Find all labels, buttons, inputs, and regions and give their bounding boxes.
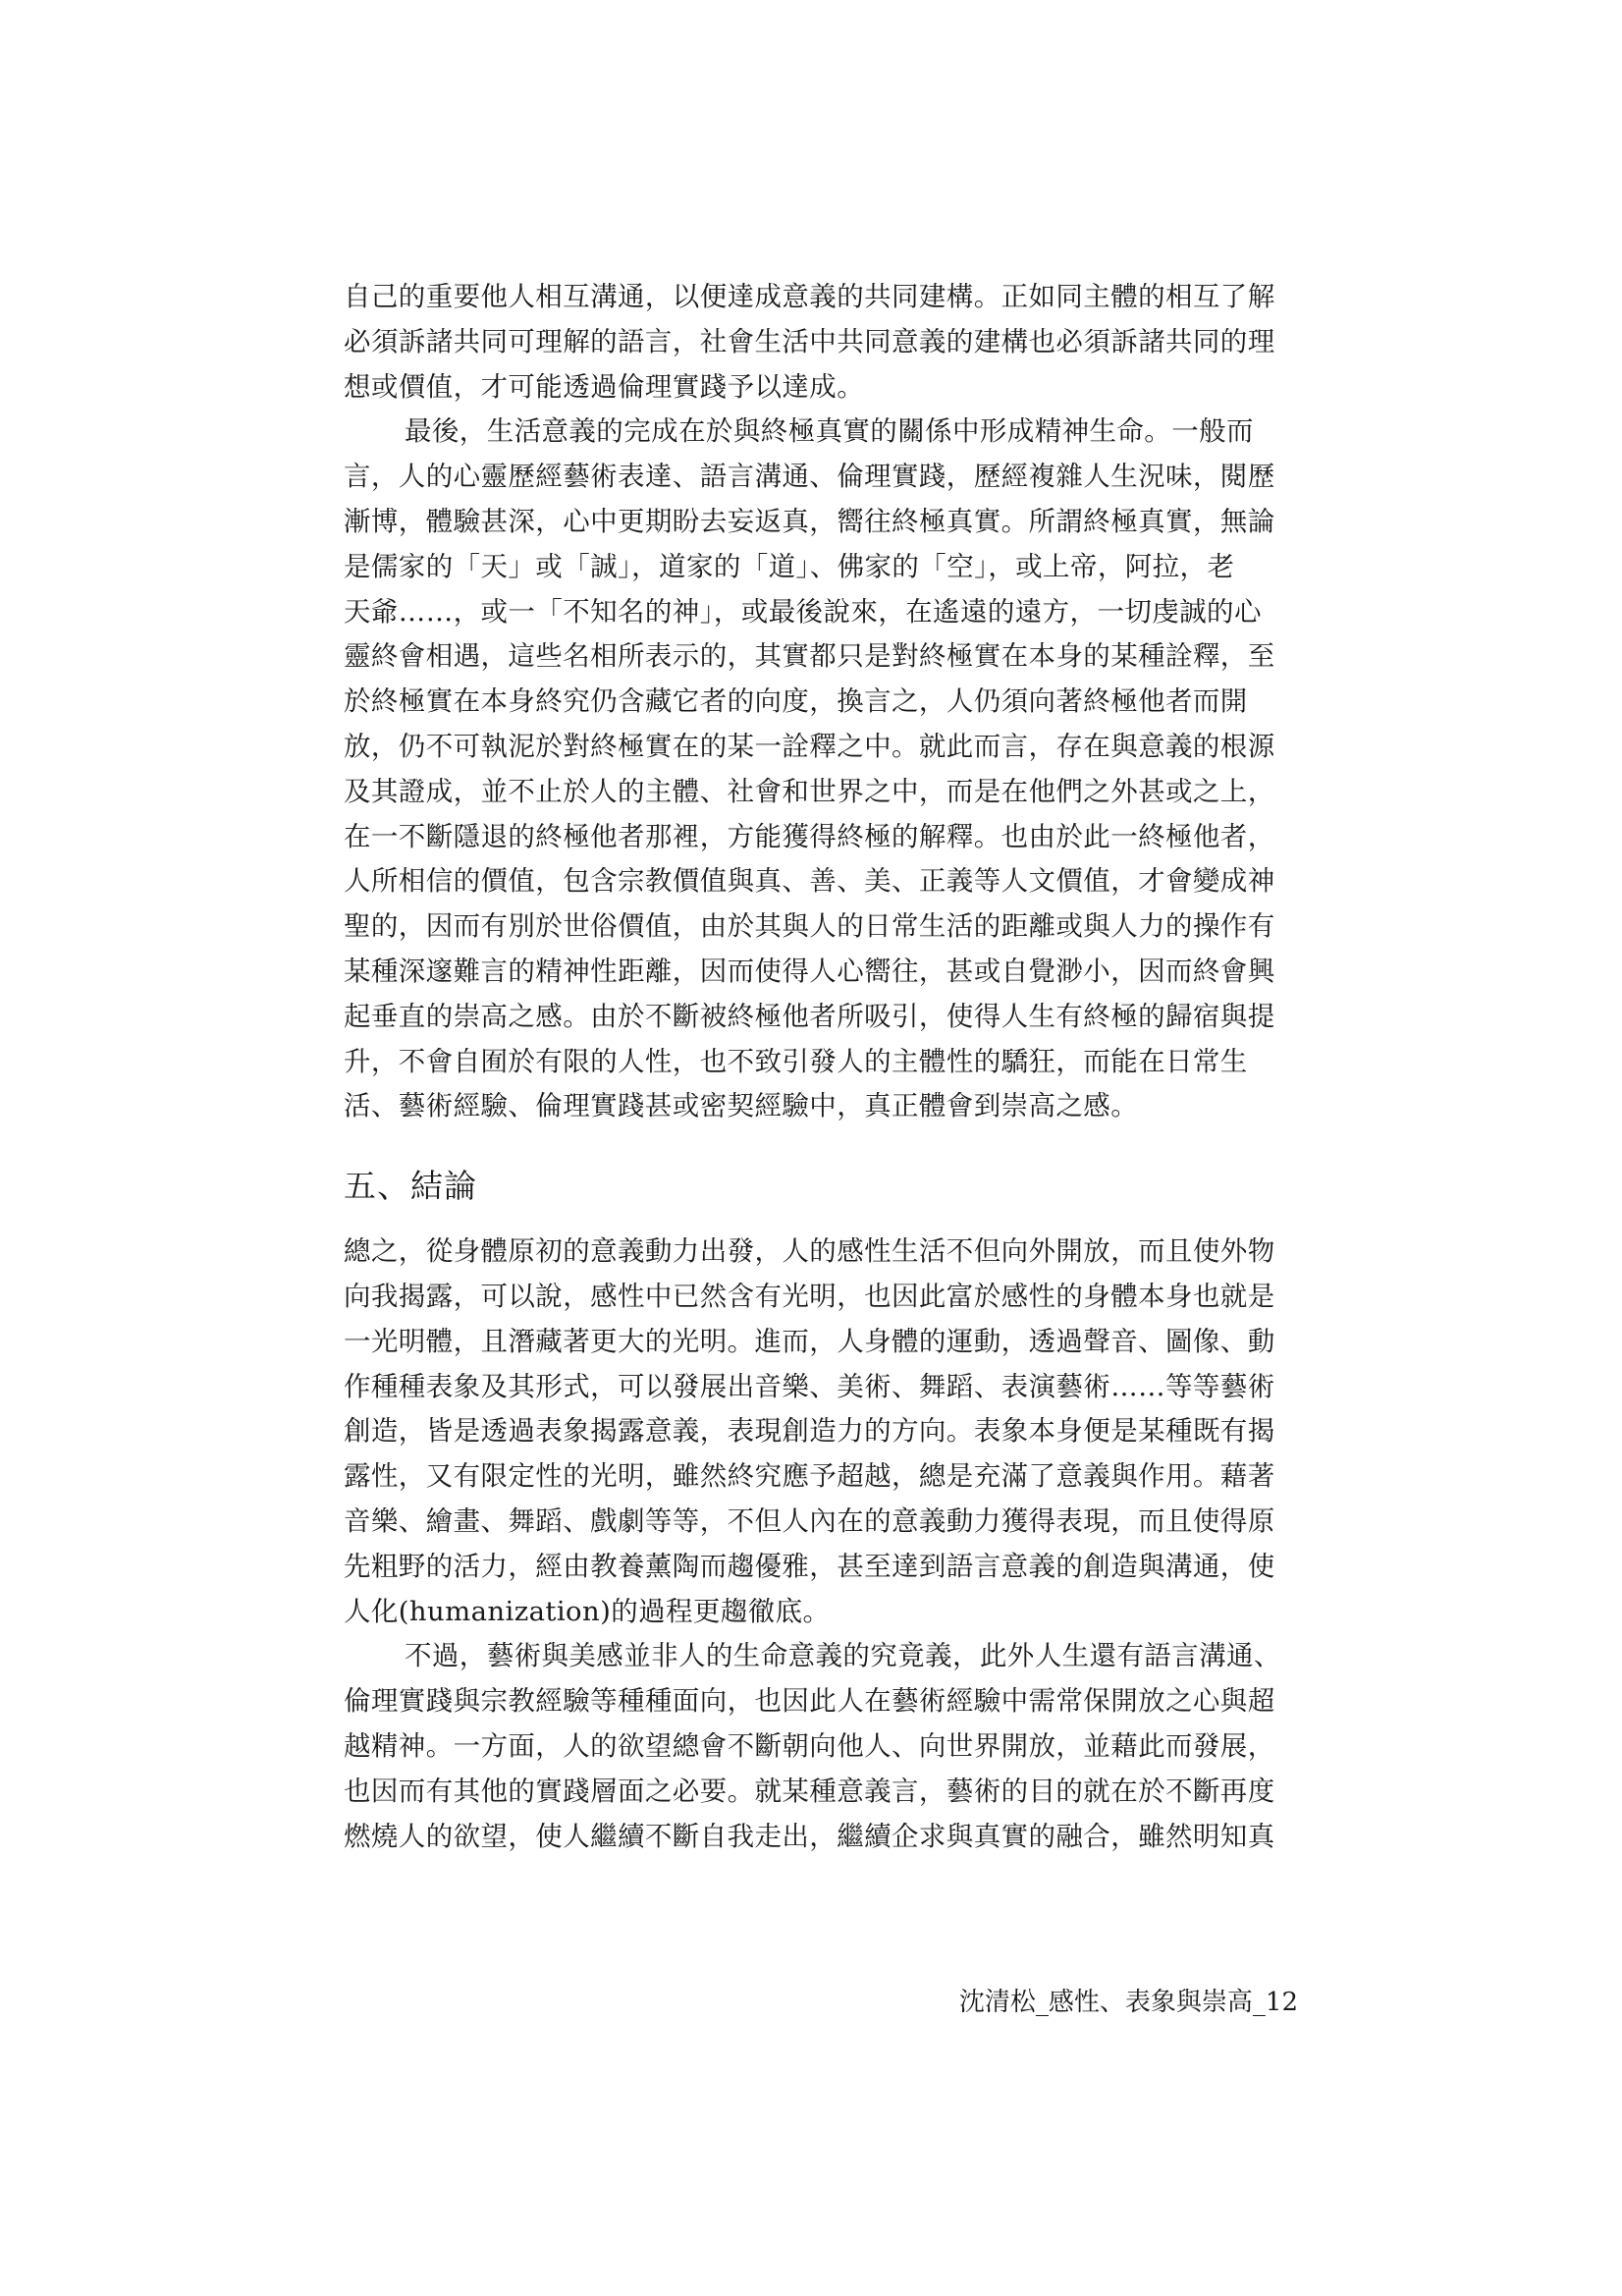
text-line: 在一不斷隱退的終極他者那裡，方能獲得終極的解釋。也由於此一終極他者，	[344, 820, 1275, 852]
text-line: 先粗野的活力，經由教養薰陶而趨優雅，甚至達到語言意義的創造與溝通，使	[344, 1550, 1275, 1582]
text-line: 升，不會自囿於有限的人性，也不致引發人的主體性的驕狂，而能在日常生	[344, 1045, 1248, 1077]
text-line: 音樂、繪畫、舞蹈、戲劇等等，不但人內在的意義動力獲得表現，而且使得原	[344, 1504, 1275, 1537]
text-line: 總之，從身體原初的意義動力出發，人的感性生活不但向外開放，而且使外物	[344, 1235, 1275, 1268]
text-line: 自己的重要他人相互溝通，以便達成意義的共同建構。正如同主體的相互了解	[344, 281, 1275, 312]
text-line: 漸博，體驗甚深，心中更期盼去妄返真，嚮往終極真實。所謂終極真實，無論	[344, 505, 1275, 537]
body-text	[344, 275, 1298, 1859]
text-line: 倫理實踐與宗教經驗等種種面向，也因此人在藝術經驗中需常保開放之心與超	[344, 1685, 1275, 1718]
text-line: 一光明體，且潛藏著更大的光明。進而，人身體的運動，透過聲音、圖像、動	[344, 1325, 1275, 1357]
text-line: 天爺……，或一「不知名的神」，或最後說來，在遙遠的遠方，一切虔誠的心	[344, 595, 1262, 628]
paragraph	[344, 410, 1298, 1129]
text-line: 於終極實在本身終究仍含藏它者的向度，換言之，人仍須向著終極他者而開	[344, 685, 1248, 718]
text-line: 言，人的心靈歷經藝術表達、語言溝通、倫理實踐，歷經複雜人生況味，閱歷	[344, 461, 1275, 493]
text-line: 越精神。一方面，人的欲望總會不斷朝向他人、向世界開放，並藉此而發展，	[344, 1729, 1275, 1762]
text-line: 放，仍不可執泥於對終極實在的某一詮釋之中。就此而言，存在與意義的根源	[344, 730, 1275, 762]
text-line: 作種種表象及其形式，可以發展出音樂、美術、舞蹈、表演藝術……等等藝術	[344, 1370, 1275, 1402]
text-line: 必須訴諸共同可理解的語言，社會生活中共同意義的建構也必須訴諸共同的理	[344, 325, 1275, 357]
paragraph	[344, 275, 1298, 410]
text-line: 人化(humanization)的過程更趨徹底。	[344, 1595, 831, 1627]
text-line: 人所相信的價值，包含宗教價值與真、善、美、正義等人文價值，才會變成神	[344, 865, 1275, 898]
text-line: 聖的，因而有別於世俗價值，由於其與人的日常生活的距離或與人力的操作有	[344, 910, 1275, 943]
paragraph	[344, 1230, 1298, 1634]
text-line: 是儒家的「天」或「誠」，道家的「道」、佛家的「空」，或上帝，阿拉，老	[344, 550, 1235, 582]
text-line: 創造，皆是透過表象揭露意義，表現創造力的方向。表象本身便是某種既有揭	[344, 1415, 1275, 1448]
section-heading: 五、結論	[344, 1167, 477, 1206]
text-line: 露性，又有限定性的光明，雖然終究應予超越，總是充滿了意義與作用。藉著	[344, 1460, 1275, 1493]
text-line: 某種深邃難言的精神性距離，因而使得人心嚮往，甚或自覺渺小，因而終會興	[344, 955, 1275, 987]
text-line: 起垂直的崇高之感。由於不斷被終極他者所吸引，使得人生有終極的歸宿與提	[344, 1000, 1275, 1032]
text-line: 也因而有其他的實踐層面之必要。就某種意義言，藝術的目的就在於不斷再度	[344, 1775, 1275, 1807]
text-line: 不過，藝術與美感並非人的生命意義的究竟義，此外人生還有語言溝通、	[405, 1640, 1281, 1672]
page-footer: 沈清松_感性、表象與崇高_12	[958, 1988, 1298, 2017]
text-line: 想或價值，才可能透過倫理實踐予以達成。	[344, 370, 865, 403]
paragraph	[344, 1634, 1298, 1859]
text-line: 最後，生活意義的完成在於與終極真實的關係中形成精神生命。一般而	[405, 415, 1254, 448]
text-line: 及其證成，並不止於人的主體、社會和世界之中，而是在他們之外甚或之上，	[344, 775, 1275, 807]
text-line: 靈終會相遇，這些名相所表示的，其實都只是對終極實在本身的某種詮釋，至	[344, 640, 1275, 673]
text-line: 活、藝術經驗、倫理實踐甚或密契經驗中，真正體會到崇高之感。	[344, 1090, 1139, 1122]
text-line: 向我揭露，可以說，感性中已然含有光明，也因此富於感性的身體本身也就是	[344, 1280, 1275, 1312]
text-line: 燃燒人的欲望，使人繼續不斷自我走出，繼續企求與真實的融合，雖然明知真	[344, 1820, 1275, 1852]
